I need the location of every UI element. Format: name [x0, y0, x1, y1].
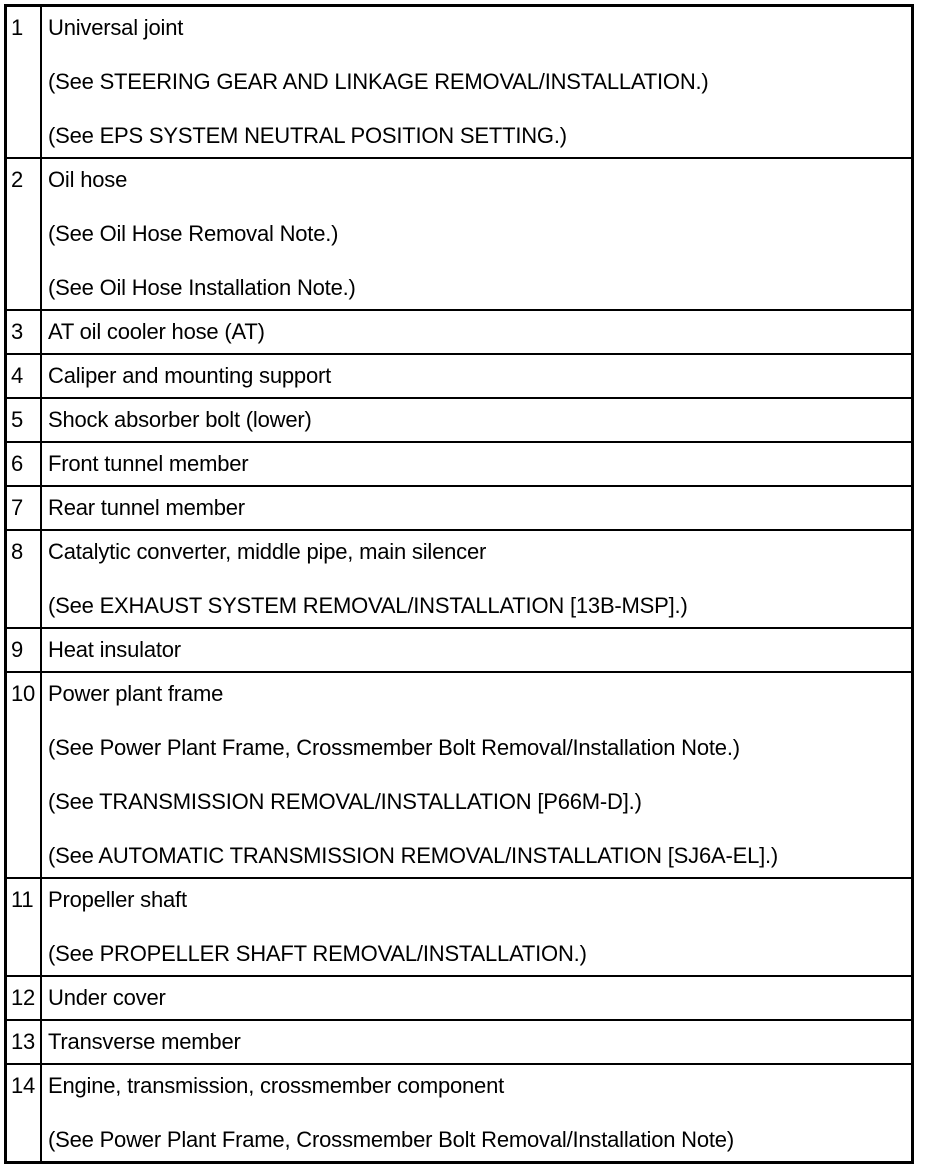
item-reference: (See PROPELLER SHAFT REMOVAL/INSTALLATION.)	[48, 941, 587, 966]
item-number	[7, 530, 41, 628]
item-title: Caliper and mounting support	[48, 363, 332, 388]
item-number	[7, 976, 41, 1020]
item-reference: (See Power Plant Frame, Crossmember Bolt Removal/Installation Note.)	[48, 735, 740, 760]
item-title: Power plant frame	[48, 681, 224, 706]
item-title: Heat insulator	[48, 637, 181, 662]
item-title: AT oil cooler hose (AT)	[48, 319, 265, 344]
item-reference: (See TRANSMISSION REMOVAL/INSTALLATION [P66M-D].)	[48, 789, 642, 814]
item-title: Universal joint	[48, 15, 184, 40]
item-reference: (See EPS SYSTEM NEUTRAL POSITION SETTING.)	[48, 123, 567, 148]
table-row	[7, 530, 911, 628]
table-row	[7, 878, 911, 976]
item-title: Front tunnel member	[48, 451, 249, 476]
item-number	[7, 354, 41, 398]
item-number	[7, 628, 41, 672]
item-description	[41, 1020, 911, 1064]
item-reference: (See Oil Hose Removal Note.)	[48, 221, 339, 246]
item-number	[7, 442, 41, 486]
table-row	[7, 486, 911, 530]
item-description	[41, 398, 911, 442]
table-row	[7, 976, 911, 1020]
item-description	[41, 976, 911, 1020]
item-description	[41, 1064, 911, 1161]
item-number-text: 12	[11, 985, 36, 1010]
table-row	[7, 1020, 911, 1064]
item-number	[7, 878, 41, 976]
item-description	[41, 628, 911, 672]
item-description	[41, 530, 911, 628]
table-row	[7, 158, 911, 310]
procedure-table	[7, 7, 911, 1161]
item-description	[41, 672, 911, 878]
item-reference: (See AUTOMATIC TRANSMISSION REMOVAL/INSTALLATION [SJ6A-EL].)	[48, 843, 779, 868]
procedure-table-frame	[4, 4, 914, 1164]
table-row	[7, 442, 911, 486]
item-number	[7, 486, 41, 530]
item-number	[7, 1064, 41, 1161]
item-description	[41, 486, 911, 530]
table-row	[7, 354, 911, 398]
item-title: Transverse member	[48, 1029, 241, 1054]
item-number	[7, 1020, 41, 1064]
item-description	[41, 158, 911, 310]
table-row	[7, 672, 911, 878]
item-number	[7, 158, 41, 310]
item-title: Catalytic converter, middle pipe, main silencer	[48, 539, 487, 564]
item-title: Under cover	[48, 985, 166, 1010]
procedure-table-body	[7, 7, 911, 1161]
item-title: Rear tunnel member	[48, 495, 245, 520]
item-description	[41, 442, 911, 486]
table-row	[7, 628, 911, 672]
table-row	[7, 398, 911, 442]
item-number	[7, 7, 41, 158]
item-description	[41, 878, 911, 976]
item-title: Oil hose	[48, 167, 128, 192]
item-number-text: 13	[11, 1029, 36, 1054]
item-number-text: 8	[11, 539, 24, 564]
item-number-text: 9	[11, 637, 24, 662]
table-row	[7, 310, 911, 354]
item-number-text: 3	[11, 319, 24, 344]
item-number-text: 5	[11, 407, 24, 432]
item-number-text: 6	[11, 451, 24, 476]
item-number-text: 4	[11, 363, 24, 388]
item-number	[7, 672, 41, 878]
item-number-text: 1	[11, 15, 24, 40]
item-description	[41, 354, 911, 398]
item-reference: (See STEERING GEAR AND LINKAGE REMOVAL/INSTALLATION.)	[48, 69, 709, 94]
item-number	[7, 398, 41, 442]
item-reference: (See Power Plant Frame, Crossmember Bolt Removal/Installation Note)	[48, 1127, 734, 1152]
item-description	[41, 310, 911, 354]
item-number-text: 14	[11, 1073, 36, 1098]
item-number-text: 11	[11, 887, 34, 912]
table-row	[7, 1064, 911, 1161]
item-number-text: 10	[11, 681, 36, 706]
item-title: Shock absorber bolt (lower)	[48, 407, 312, 432]
item-title: Propeller shaft	[48, 887, 187, 912]
item-number-text: 2	[11, 167, 24, 192]
item-reference: (See Oil Hose Installation Note.)	[48, 275, 356, 300]
item-number-text: 7	[11, 495, 24, 520]
item-title: Engine, transmission, crossmember component	[48, 1073, 505, 1098]
item-description	[41, 7, 911, 158]
table-row	[7, 7, 911, 158]
item-number	[7, 310, 41, 354]
item-reference: (See EXHAUST SYSTEM REMOVAL/INSTALLATION [13B-MSP].)	[48, 593, 688, 618]
